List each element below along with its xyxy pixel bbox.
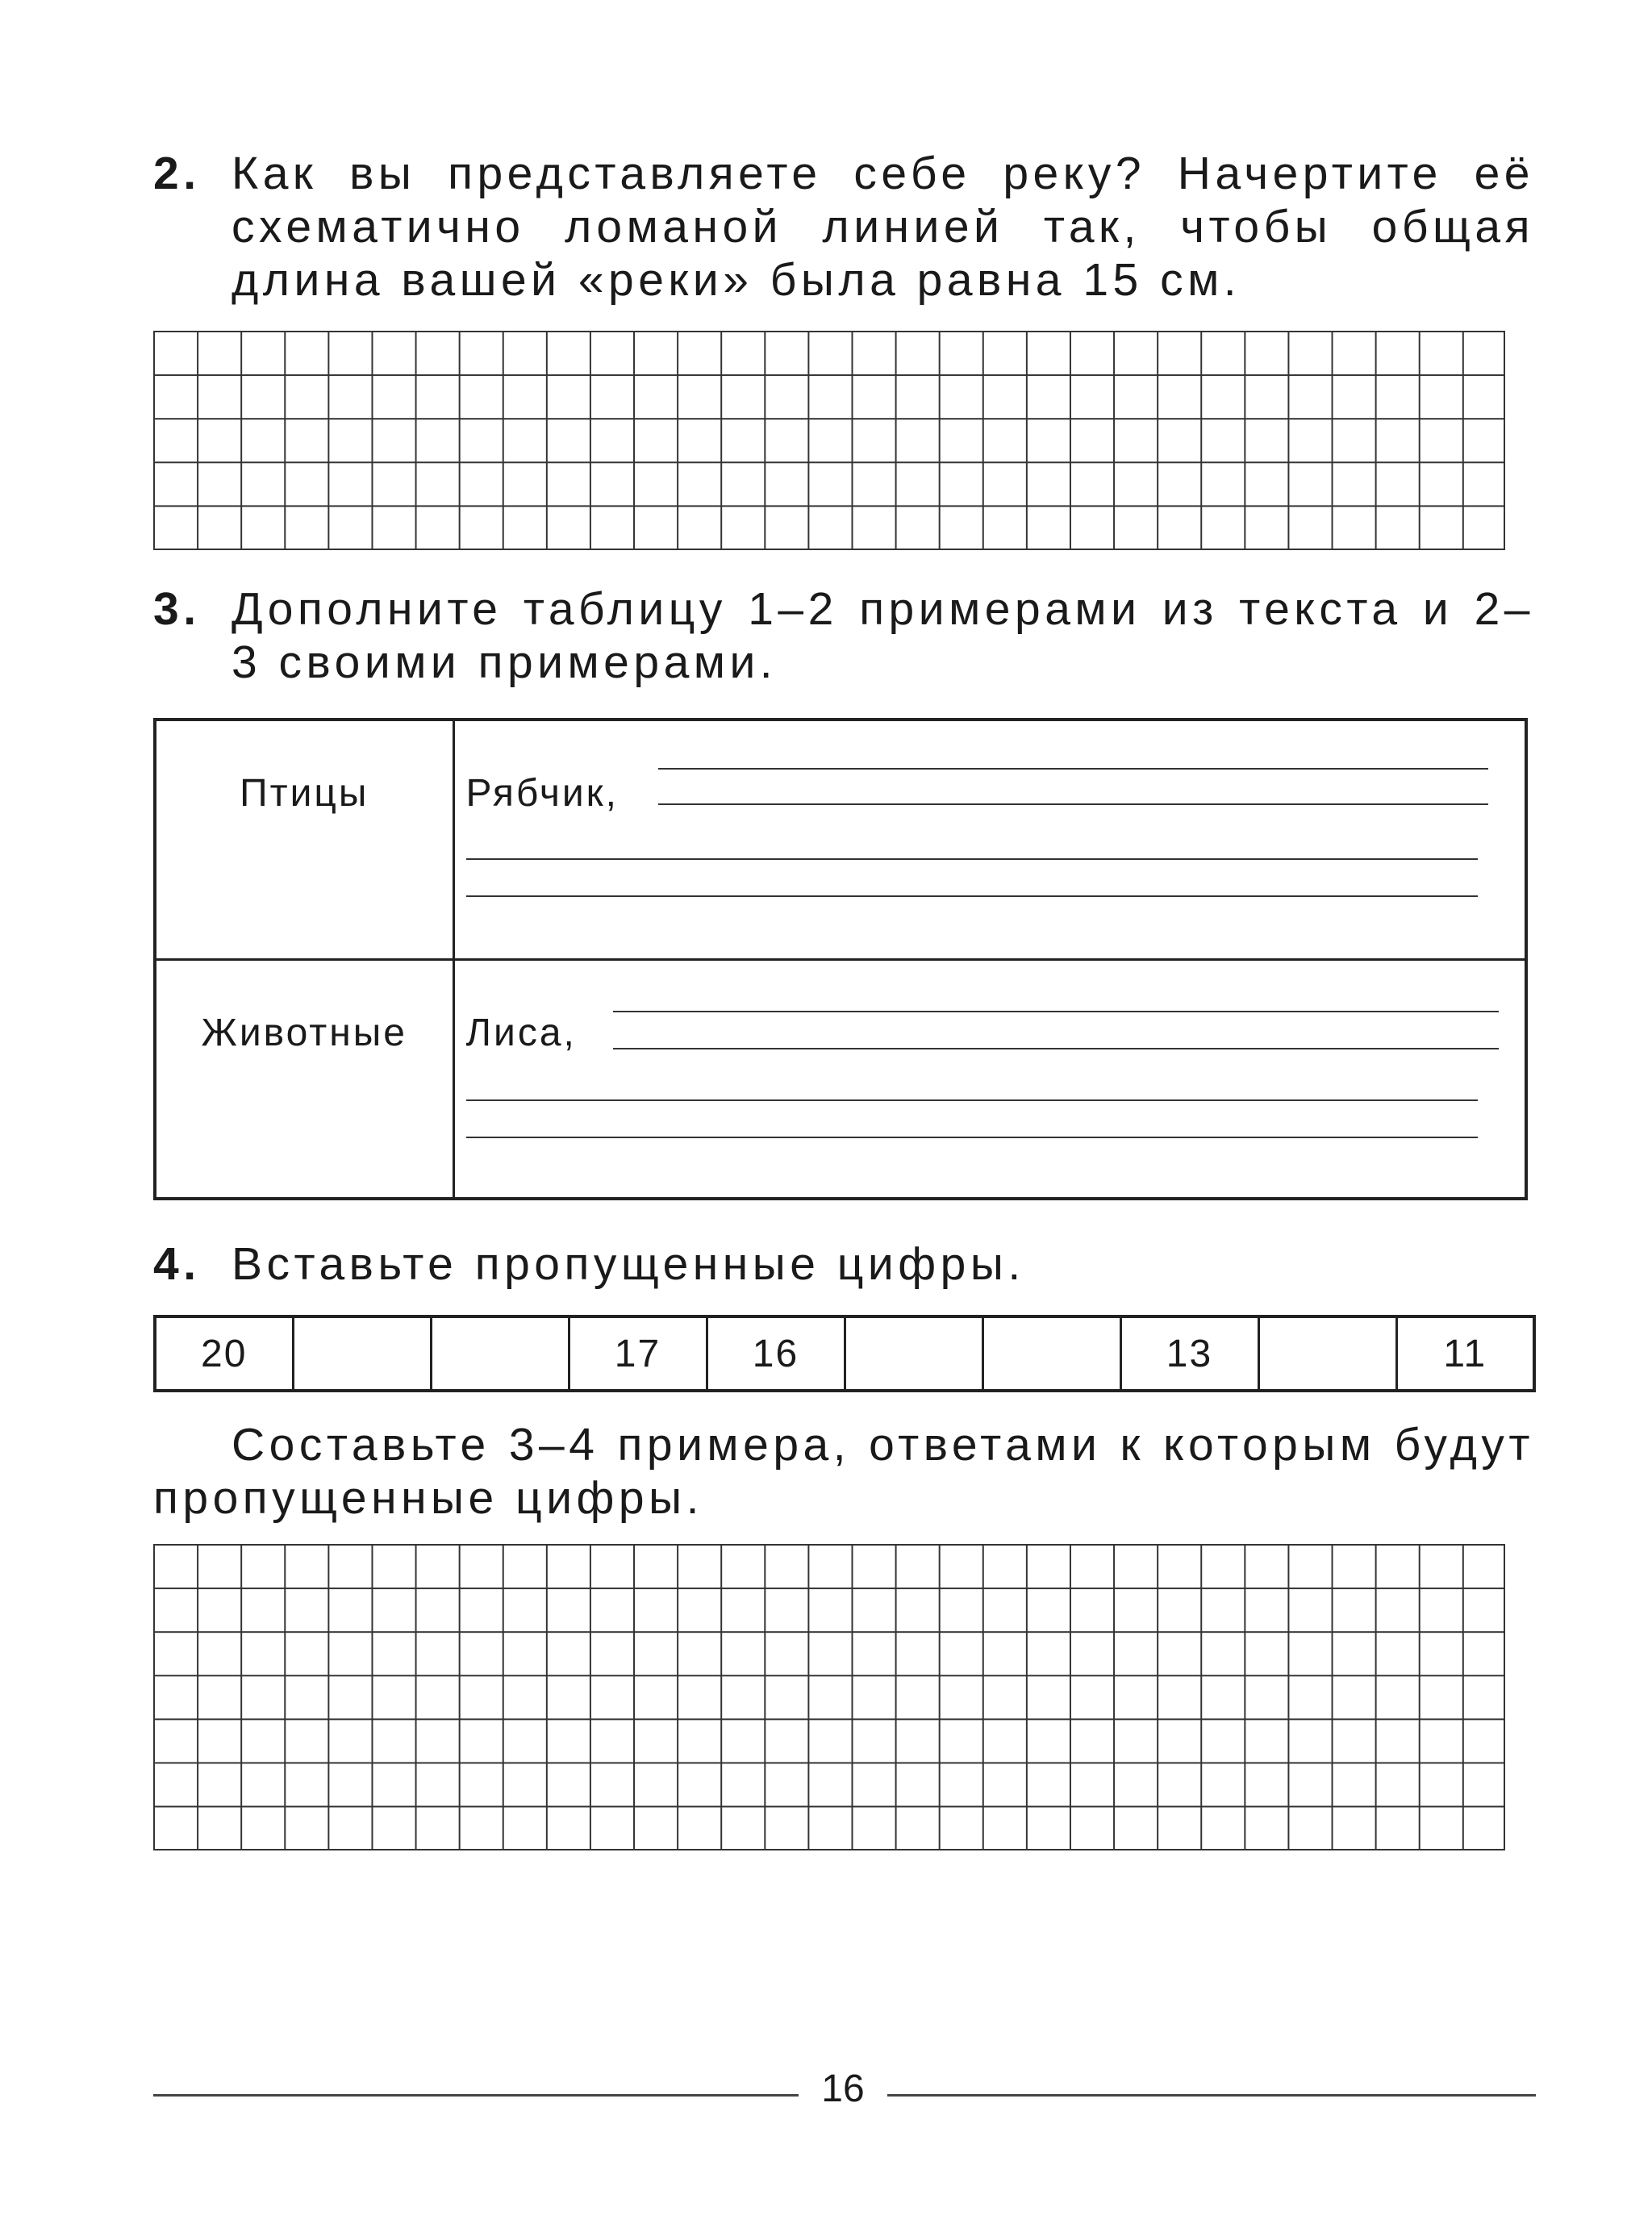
task-2 [153, 147, 1534, 307]
answer-line[interactable] [658, 768, 1489, 770]
task-3-text: Дополните таблицу 1–2 примерами из текста и 2–3 своими примерами. [232, 583, 1534, 688]
table-row-birds [155, 720, 1526, 959]
sequence-cell: 11 [1396, 1316, 1534, 1391]
category-animals: Животные [155, 959, 453, 1199]
drawing-grid-task-2[interactable] [153, 331, 1505, 550]
task-4 [153, 1237, 1534, 1291]
task-2-number: 2. [153, 148, 201, 199]
table-row-animals [155, 959, 1526, 1199]
sequence-cell-blank[interactable] [982, 1316, 1120, 1391]
number-sequence-table [153, 1315, 1536, 1392]
sequence-cell: 20 [155, 1316, 293, 1391]
sequence-cell: 17 [569, 1316, 707, 1391]
footer-rule-left [153, 2094, 799, 2097]
example-animals-start: Лиса, [465, 1011, 577, 1054]
task-2-text: Как вы представляете себе реку? Начертите её схематично ломаной линией так, чтобы общая длина вашей «реки» была равна 15 см. [232, 148, 1534, 306]
task-4-subtask-text: Составьте 3–4 примера, ответами к которым будут пропущенные цифры. [153, 1419, 1534, 1524]
number-sequence-row [155, 1316, 1534, 1391]
sequence-cell-blank[interactable] [293, 1316, 431, 1391]
answer-line[interactable] [466, 1137, 1479, 1138]
writing-grid-task-4[interactable] [153, 1544, 1505, 1850]
task-4-text: Вставьте пропущенные цифры. [232, 1238, 1025, 1290]
category-birds: Птицы [155, 720, 453, 959]
answer-line[interactable] [466, 1099, 1479, 1101]
sequence-cell-blank[interactable] [1258, 1316, 1396, 1391]
task-4-subtask [153, 1418, 1534, 1525]
answer-line[interactable] [613, 1011, 1500, 1012]
answer-line[interactable] [613, 1048, 1500, 1049]
answer-line[interactable] [466, 858, 1479, 860]
task-4-number: 4. [153, 1238, 201, 1290]
footer-rule-right [887, 2094, 1536, 2097]
examples-birds-cell [453, 720, 1526, 959]
page-number: 16 [821, 2067, 865, 2110]
examples-table [153, 718, 1528, 1200]
sequence-cell-blank[interactable] [431, 1316, 569, 1391]
sequence-cell: 16 [707, 1316, 845, 1391]
example-birds-start: Рябчик, [465, 772, 619, 815]
sequence-cell: 13 [1120, 1316, 1258, 1391]
answer-line[interactable] [466, 895, 1479, 897]
task-3 [153, 582, 1534, 689]
answer-line[interactable] [658, 803, 1489, 805]
task-3-number: 3. [153, 583, 201, 635]
sequence-cell-blank[interactable] [845, 1316, 982, 1391]
examples-animals-cell [453, 959, 1526, 1199]
